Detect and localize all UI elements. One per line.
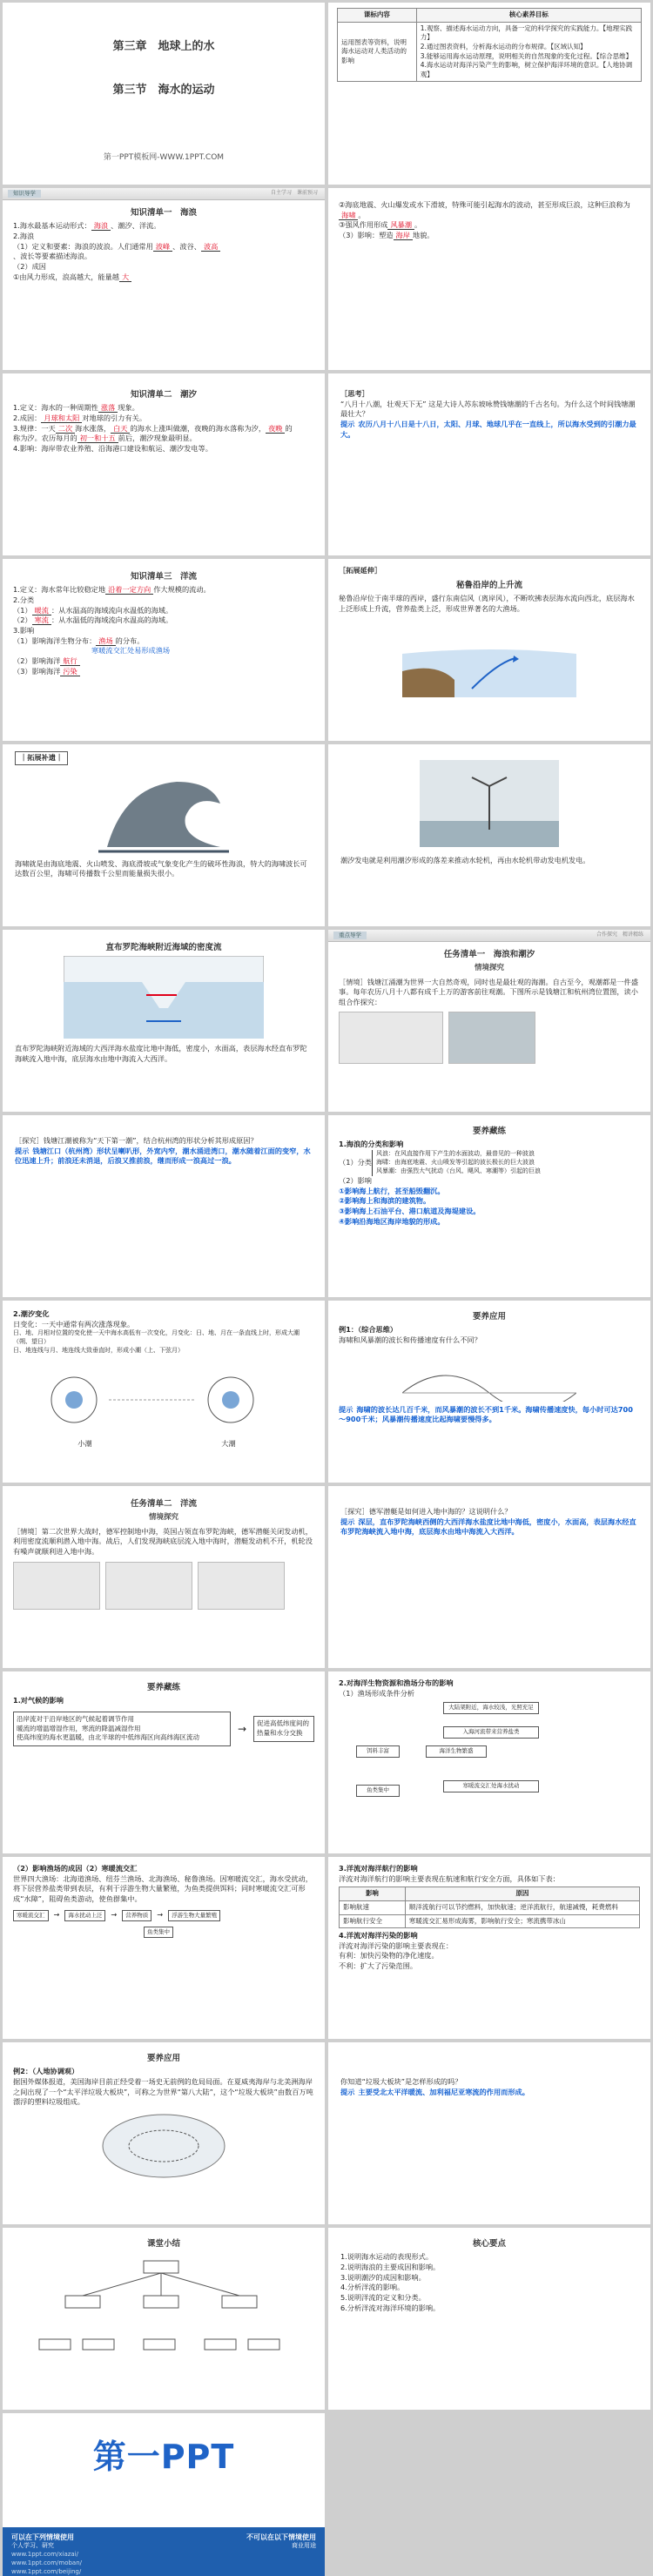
- text-line: 4.影响：海岸带农业养殖、沿海港口建设和航运、潮汐发电等。: [13, 444, 212, 454]
- question-text: 海啸和风暴潮的波长和传播速度有什么不同？: [339, 1335, 481, 1345]
- text-line: 有利：加快污染物的净化速度。: [339, 1951, 439, 1961]
- table-cell: 影响航行安全: [340, 1914, 406, 1928]
- slide-14-wave-types: [328, 1115, 650, 1297]
- tide-diagram: [13, 1361, 300, 1439]
- section-title: 秘鲁沿岸的上升流: [455, 580, 522, 590]
- text-line: ②海底地震、火山爆发或水下滑坡，特殊可能引起海水的波动，甚至形成巨浪，这种巨浪称为海啸 。: [339, 200, 630, 219]
- text-line: 4.洋流对海洋污染的影响: [339, 1931, 418, 1940]
- box-line: 沿岸流对于沿岸地区的气候起着调节作用: [17, 1715, 134, 1724]
- key-point: 1.说明海水运动的表现形式。: [340, 2252, 434, 2262]
- slide-8-upwelling: [328, 559, 650, 741]
- tidal-power-photo: [420, 760, 559, 847]
- climate-result-box: 促进高低纬度间的热量和水分交换: [253, 1716, 314, 1741]
- text-line: （2）影响海洋 航行: [13, 656, 314, 667]
- climate-box: [13, 1712, 231, 1746]
- text-line: 洋流对海洋航行的影响主要表现在航速和航行安全方面，具体如下表：: [339, 1873, 560, 1883]
- paragraph: 直布罗陀海峡附近海域的大西洋海水盐度比地中海低，密度小，水面高，表层海水经直布罗陀海峡流入地中海，底层海水由地中海流入大西洋。: [15, 1044, 307, 1064]
- objectives-table: [337, 8, 642, 82]
- wave-chart: [402, 1349, 576, 1402]
- slide-9-tsunami: [3, 744, 325, 926]
- slide-3-waves: [3, 188, 325, 370]
- task-title: 任务清单二 洋流: [130, 1499, 197, 1509]
- arrow-right-icon: →: [237, 1722, 246, 1735]
- slide-12-task1: [328, 930, 650, 1112]
- header-tag: 知识导学: [8, 190, 41, 198]
- flow-box: 浮游生物大量繁殖: [168, 1910, 220, 1921]
- think-tag: ［思考］: [340, 389, 369, 398]
- table-header: 核心素养目标: [416, 9, 641, 23]
- header-right: 合作探究 精讲精练: [596, 932, 643, 938]
- garbage-patch-map: [98, 2111, 229, 2181]
- text-line: ③强风作用形成 风暴潮 。: [339, 220, 422, 230]
- slide-20-fishery: [328, 1671, 650, 1853]
- section-title: 要养应用: [472, 1312, 506, 1322]
- text-line: 2.潮汐变化: [13, 1309, 50, 1318]
- table-header: 原因: [405, 1887, 639, 1901]
- extend-tag: ｜拓展补遗｜: [15, 751, 68, 765]
- text-line: ①由风力形成，浪高越大，能量越 大: [13, 272, 314, 283]
- paragraph: 世界四大渔场：北海道渔场、纽芬兰渔场、北海渔场、秘鲁渔场。因寒暖流交汇，海水受扰动，将下层营养盐类带到表层，有利于浮游生物大量繁殖，为鱼类提供饵料；同时寒暖流交汇可形成“水障”，阻碍鱼类游动，使鱼群集中。: [13, 1873, 313, 1903]
- slide-23-example2: [3, 2042, 325, 2224]
- text-line: 1.对气候的影响: [13, 1696, 64, 1705]
- slide-28-empty: [328, 2413, 650, 2576]
- tsunami-illustration: [98, 769, 229, 856]
- text-line: 2.对海洋生物资源和渔场分布的影响: [339, 1678, 454, 1687]
- key-point: 4.分析洋流的影响。: [340, 2283, 405, 2292]
- photo-row: [339, 1012, 640, 1064]
- text-line: 3.洋流对海洋航行的影响: [339, 1864, 418, 1873]
- disallowed-item: 商业用途: [292, 2542, 316, 2550]
- question-text: ［探究］钱塘江潮被称为“天下第一潮”，结合杭州湾的形状分析其形成原因？: [15, 1136, 258, 1145]
- key-point: 5.说明洋流的定义和分类。: [340, 2293, 426, 2303]
- tide-labels: [13, 1439, 300, 1449]
- extend-tag: ［拓展延伸］: [339, 566, 382, 575]
- goal-item: 2.通过图表资料，分析海水运动的分布规律。【区域认知】: [420, 42, 587, 50]
- summary-mindmap: [13, 2252, 309, 2396]
- header-right: 自主学习 课前预习: [270, 190, 318, 197]
- effect-item: ①影响海上航行，甚至船毁翻沉。: [339, 1186, 445, 1195]
- text-line: 日、地连线与月、地连线大致垂直时，形成小潮（上、下弦月）: [13, 1347, 184, 1355]
- arrow-right-icon: →: [157, 1910, 164, 1920]
- slide-21-fishery2: [3, 1857, 325, 2039]
- text-line: 日、地、月相对位置的变化使一天中海水高低有一次变化，月变化：日、地、月在一条直线上时，形成大潮（朔、望日）: [13, 1329, 300, 1346]
- slide-24-question: [328, 2042, 650, 2224]
- slide-19-climate: [3, 1671, 325, 1853]
- table-header: 影响: [340, 1887, 406, 1901]
- effect-item: ④影响沿海地区海岸地貌的形成。: [339, 1216, 445, 1226]
- text-line: （1）定义和要素：海浪的波浪。人们通常用 波峰 、波谷、 波高: [13, 242, 314, 252]
- text-line: 不利：扩大了污染范围。: [339, 1961, 418, 1971]
- text-line: 1.定义：海水常年比较稳定地 沿着一定方向 作大规模的流动。: [13, 585, 211, 595]
- key-point: 3.说明潮汐的成因和影响。: [340, 2272, 426, 2282]
- table-header: 课标内容: [338, 9, 417, 23]
- slide-6-think: [328, 373, 650, 555]
- text-line: 日变化：一天中通常有两次涨落现象。: [13, 1319, 135, 1328]
- slide-25-summary: [3, 2228, 325, 2410]
- text-line: 寒暖流交汇处易形成渔场: [91, 646, 171, 656]
- section-title: 直布罗陀海峡附近海域的密度流: [105, 943, 222, 952]
- class-item: 海啸：由海底地震、火山喷发等引起的波长极长的巨大波浪: [375, 1159, 535, 1167]
- text-line: 3.规律：一天 二次 海水涨落， 白天 的海水上涨叫做潮，夜晚的海水落称为汐， 夜晚 的: [13, 423, 293, 433]
- diagram-box: 入海河流带来营养盐类: [443, 1726, 539, 1738]
- slide-2-objectives: [328, 3, 650, 185]
- goals-cell: [416, 22, 641, 82]
- answer-text: 提示 海啸的波长达几百千米，而风暴潮的波长不到1千米。海啸传播速度快，每小时可达700～900千米；风暴潮传播速度比起海啸要慢得多。: [339, 1404, 633, 1424]
- cover-footer: 第一PPT模板网-WWW.1PPT.COM: [103, 153, 225, 162]
- gibraltar-diagram: [64, 956, 264, 1039]
- effect-item: ③影响海上石油平台、港口航道及海堤建设。: [339, 1206, 481, 1215]
- class-item: 风暴潮：由强烈大气扰动（台风、飓风、寒潮等）引起的巨浪: [375, 1167, 541, 1174]
- curriculum-cell: 运用图表等资料，说明海水运动对人类活动的影响: [338, 22, 417, 82]
- table-cell: 寒暖流交汇易形成海雾，影响航行安全；寒流携带冰山: [405, 1914, 639, 1928]
- class-list: [372, 1150, 541, 1176]
- goal-item: 4.海水运动对海洋污染产生的影响，树立保护海洋环境的意识。【人地协调观】: [420, 61, 633, 78]
- slide-22-navigation: [328, 1857, 650, 2039]
- text-line: 、波长等要素描述海浪。: [13, 252, 92, 261]
- text-line: 1.定义：海水的一种周期性 涨落 现象。: [13, 403, 139, 413]
- slide-11-density: [3, 930, 325, 1112]
- slide-26-key-points: [328, 2228, 650, 2410]
- climate-diagram: [13, 1712, 314, 1746]
- slide-17-task2: [3, 1486, 325, 1668]
- navigation-table: [339, 1887, 640, 1928]
- slide-5-tides: [3, 373, 325, 555]
- text-line: （1）分类: [339, 1158, 372, 1167]
- paragraph: ［情境］钱塘江涌潮为世界一大自然奇观，同时也是最壮观的海潮。自古至今，观潮都是一件盛事。每年农历八月十八都有成千上万的游客前往观潮。下图所示是钱塘江和杭州湾位置图，读小组合作探究：: [339, 977, 638, 1006]
- section-title: 要养应用: [146, 2054, 180, 2063]
- link[interactable]: www.1ppt.com/xiazai/: [11, 2551, 79, 2559]
- table-cell: 影响航速: [340, 1900, 406, 1914]
- text-line: （2）影响渔场的成因（2）寒暖流交汇: [13, 1864, 138, 1873]
- example-label: 例1：（综合思维）: [339, 1325, 398, 1335]
- flow-box: 海水扰动上泛: [64, 1910, 105, 1921]
- box-line: 使高纬度的海水更温暖，由北半球的中低纬海区向高纬海区流动: [17, 1733, 199, 1742]
- paragraph: 据国外媒体报道，美国海岸目前正经受着一场史无前例的危局局面。在夏威夷海岸与北美洲海岸之间出现了一个“太平洋垃圾大板块”，可称之为世界“第八大陆”，这个“垃圾大板块”由数百万吨漂浮的塑料垃圾组成。: [13, 2077, 313, 2107]
- question-text: ［探究］德军潜艇是如何进入地中海的？这说明什么？: [340, 1507, 512, 1516]
- disallowed-title: 不可以在以下情境使用: [246, 2533, 316, 2541]
- diagram-box: 海洋生物繁盛: [426, 1745, 487, 1757]
- paragraph: 潮汐发电就是利用潮汐形成的落差来推动水轮机，再由水轮机带动发电机发电。: [340, 856, 590, 864]
- usage-footer: [3, 2527, 325, 2576]
- section-title: 第三节 海水的运动: [112, 84, 215, 97]
- section-title: 核心要点: [472, 2239, 506, 2249]
- big-tide-label: 大潮: [221, 1439, 236, 1449]
- brand-logo: 第一PPT: [92, 2438, 235, 2476]
- text-line: （2）影响: [339, 1175, 372, 1185]
- upwelling-diagram: [402, 619, 576, 697]
- map-image: [339, 1012, 443, 1064]
- diagram-box: 鱼类集中: [356, 1785, 400, 1796]
- section-title: 要养藏练: [472, 1127, 506, 1136]
- answer-text: 提示 农历八月十八日是十八日，太阳、月球、地球几乎在一直线上，所以海水受到的引潮力最大。: [340, 419, 636, 439]
- answer-text: 提示 钱塘江口（杭州湾）形状呈喇叭形，外宽内窄，潮水涌进湾口，潮水随着江面的变窄，水位迅速上升；前浪还未消退，后浪又推前浪，继而形成一浪高过一浪。: [15, 1146, 311, 1166]
- task-title: 任务清单一 海浪和潮汐: [443, 950, 535, 959]
- small-tide-label: 小潮: [77, 1439, 92, 1449]
- section-title: 要养藏练: [146, 1683, 180, 1692]
- goal-item: 3.能够运用海水运动原理，说明相关的自然现象的变化过程。【综合思维】: [420, 51, 633, 60]
- text-line: 2.分类: [13, 595, 35, 605]
- diagram-box: 大陆架附近，海水较浅，光照充足: [443, 1702, 539, 1713]
- text-line: 3.影响: [13, 626, 35, 636]
- text-line: （1） 暖流 ：从水温高的海域流向水温低的海域。: [13, 605, 173, 615]
- text-line: 1.海浪的分类和影响: [339, 1140, 404, 1149]
- photo-image: [105, 1562, 192, 1610]
- flow-box: 营养物质: [122, 1910, 151, 1921]
- table-cell: 顺洋流航行可以节约燃料，加快航速；逆洋流航行，航速减慢，耗费燃料: [405, 1900, 639, 1914]
- text-line: （2）成因: [13, 262, 46, 272]
- task-subtitle: 情境探究: [148, 1513, 178, 1523]
- chapter-title: 第三章 地球上的水: [112, 40, 215, 53]
- text-line: （3）影响海洋 污染: [13, 667, 314, 677]
- slide-16-example1: [328, 1301, 650, 1483]
- text-line: 2.成因： 月球和太阳 对地球的引力有关。: [13, 414, 147, 423]
- paragraph: 海啸就是由海底地震、火山喷发、海底滑坡或气象变化产生的破坏性海浪，特大的海啸波长可达数百公里，海啸可传播数千公里而能量损失很小。: [15, 858, 307, 878]
- text-line: 洋流对海洋污染的影响主要表现在：: [339, 1940, 454, 1950]
- allowed-item: 个人学习、研究: [11, 2542, 54, 2550]
- slide-1-cover: [3, 3, 325, 185]
- fishery-flow: [13, 1910, 314, 1921]
- text-line: （1）影响海洋生物分布： 渔场 的分布。: [13, 636, 145, 645]
- slide-header: [3, 188, 325, 200]
- section-title: 课堂小结: [146, 2239, 180, 2249]
- key-point: 2.说明海浪的主要成因和影响。: [340, 2263, 441, 2272]
- header-tag: 重点导学: [333, 932, 367, 939]
- slide-7-currents: [3, 559, 325, 741]
- link[interactable]: www.1ppt.com/moban/: [11, 2559, 83, 2567]
- flow-box: 鱼类集中: [144, 1927, 173, 1938]
- key-point: 6.分析洋流对海洋环境的影响。: [340, 2303, 441, 2312]
- example-label: 例2：（人地协调观）: [13, 2067, 79, 2076]
- list-title: 知识清单一 海浪: [130, 208, 197, 218]
- text-line: 2.海浪: [13, 232, 35, 241]
- text-line: 1.海水最基本运动形式： 海浪 、潮汐、洋流。: [13, 221, 161, 231]
- photo-image: [448, 1012, 535, 1064]
- task-subtitle: 情境探究: [474, 964, 504, 973]
- slide-27-ending: [3, 2413, 325, 2576]
- answer-text: 提示 深层，直布罗陀海峡西侧的大西洋海水盐度比地中海低，密度小，水面高，表层海水经直布罗陀海峡流入地中海，底层海水由地中海流入大西洋。: [340, 1517, 636, 1537]
- photo-image: [198, 1562, 285, 1610]
- slide-header: [328, 930, 650, 942]
- diagram-box: 饵料丰富: [356, 1745, 400, 1757]
- answer-text: 提示 主要受北太平洋暖流、加利福尼亚寒流的作用而形成。: [340, 2087, 529, 2096]
- slide-4-waves-cont: [328, 188, 650, 370]
- question-text: “八月十八潮，壮观天下无” 这是大诗人苏东坡咏赞钱塘潮的千古名句。为什么这个时间钱塘潮最壮大？: [340, 399, 636, 419]
- paragraph: 秘鲁沿岸位于南半球的西岸，盛行东南信风（离岸风），不断吹拂表层海水流向西北，底层海水上泛形成上升流，营养盐类上泛，形成世界著名的大渔场。: [339, 594, 635, 613]
- link[interactable]: www.1ppt.com/beijing/: [11, 2568, 82, 2576]
- slide-18-explore2: [328, 1486, 650, 1668]
- flow-box: 寒暖流交汇: [13, 1910, 49, 1921]
- slide-10-tidal-power: [328, 744, 650, 926]
- allowed-title: 可以在下列情境使用: [11, 2533, 74, 2541]
- goal-item: 1.观察、描述海水运动方向，具备一定的科学探究的实践能力。【地理实践力】: [420, 24, 633, 42]
- slide-13-explore: [3, 1115, 325, 1297]
- box-line: 暖流的增温增湿作用，寒流的降温减湿作用: [17, 1724, 141, 1732]
- slide-15-tide-change: [3, 1301, 325, 1483]
- fishery-diagram: [339, 1702, 640, 1815]
- arrow-right-icon: →: [111, 1910, 118, 1920]
- question-text: 你知道“垃圾大板块”是怎样形成的吗？: [340, 2077, 462, 2086]
- text-line: （3）影响：塑造 海岸 地貌。: [339, 230, 434, 239]
- class-item: 风浪：在风直接作用下产生的水面波动，最普见的一种波浪: [375, 1150, 535, 1158]
- list-title: 知识清单二 潮汐: [130, 390, 197, 400]
- list-title: 知识清单三 洋流: [130, 572, 197, 582]
- diagram-box: 寒暖流交汇处海水扰动: [443, 1780, 539, 1792]
- effect-item: ②影响海上和海滨的建筑物。: [339, 1196, 431, 1206]
- photo-row: [13, 1562, 314, 1610]
- text-line: （1）渔场形成条件分析: [339, 1688, 415, 1698]
- arrow-right-icon: →: [53, 1910, 60, 1920]
- text-line: 称为汐。农历每月的 初一和十五 前后，潮汐现象最明显。: [13, 434, 197, 443]
- paragraph: ［情境］第二次世界大战时，德军控制地中海，英国占领直布罗陀海峡，德军潜艇关闭发动机，利用密度流顺利潜入地中海。战后，人们发现海峡底层流入地中海时，潜艇发动机不开，机轮没有噪声就顺利进入地中海。: [13, 1526, 313, 1556]
- classification-block: [339, 1150, 640, 1176]
- text-line: （2） 寒流 ：从水温低的海域流向水温高的海域。: [13, 615, 173, 625]
- photo-image: [13, 1562, 100, 1610]
